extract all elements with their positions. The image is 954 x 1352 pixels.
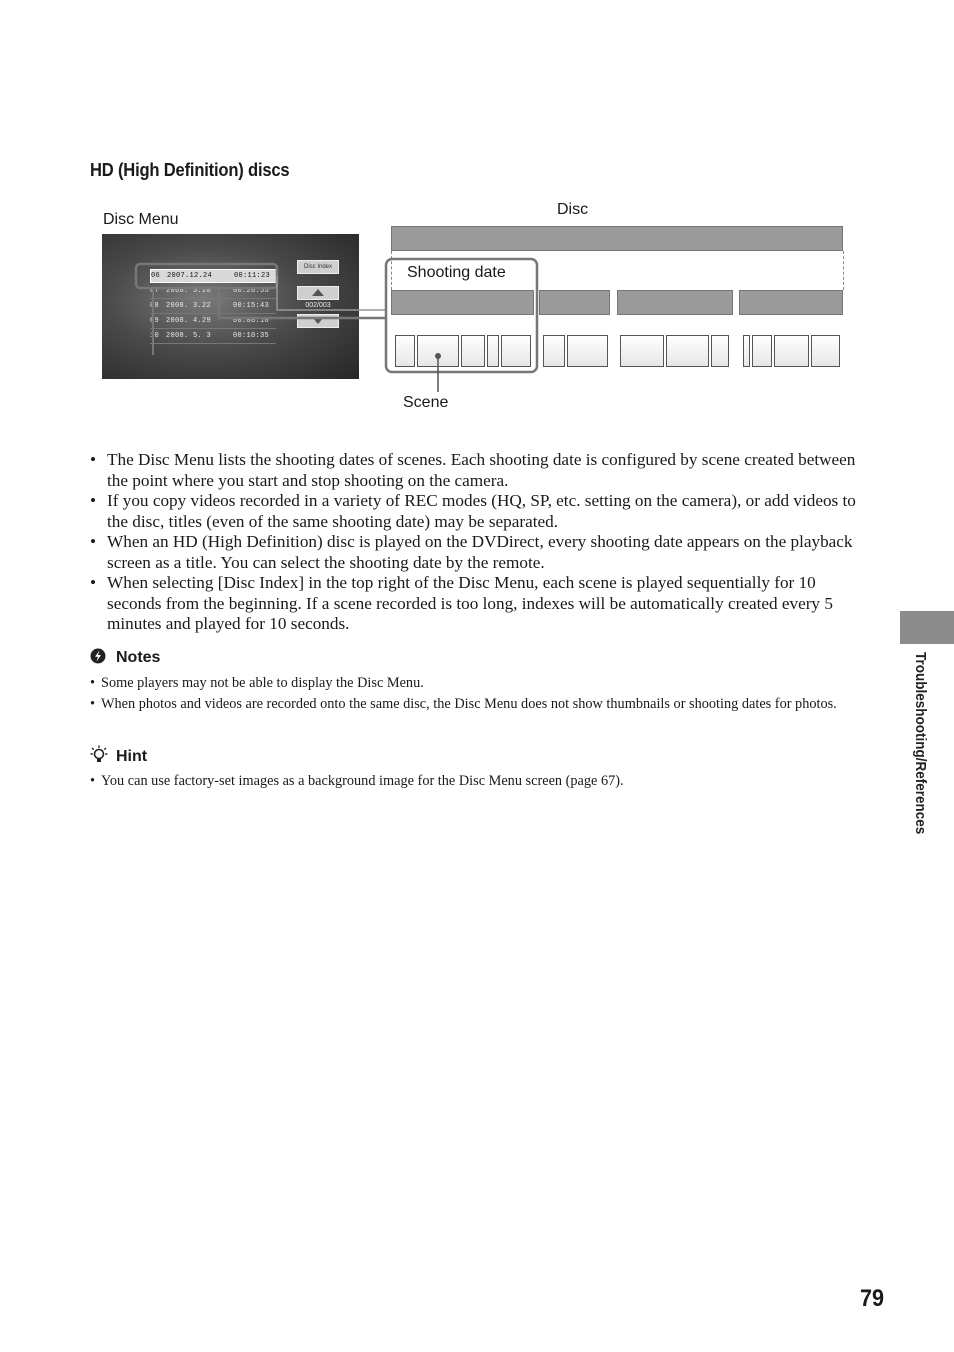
page-number: 79 bbox=[860, 1285, 885, 1312]
list-item: • You can use factory-set images as a background image for the Disc Menu screen (page 67). bbox=[90, 772, 860, 791]
page-counter: 002/003 bbox=[305, 302, 331, 309]
row-date: 2008. 5. 3 bbox=[166, 332, 212, 340]
list-item: • When selecting [Disc Index] in the top right of the Disc Menu, each scene is played sequentially for 10 seconds from the beginning. If a scene recorded is too long, indexes will be automatically created every 5 minutes and played for 10 seconds. bbox=[90, 573, 860, 635]
notes-header bbox=[90, 648, 160, 667]
bullet-list bbox=[90, 450, 860, 635]
notes-icon bbox=[90, 648, 106, 664]
notes-heading: Notes bbox=[116, 649, 161, 666]
disc-label: Disc bbox=[557, 201, 589, 218]
row-number: 08 bbox=[150, 302, 160, 310]
row-number: 06 bbox=[151, 272, 161, 280]
scene-label: Scene bbox=[403, 394, 449, 411]
row-date: 2008. 3.22 bbox=[166, 302, 212, 310]
lightbulb-icon bbox=[90, 745, 108, 765]
list-item: • Some players may not be able to display the Disc Menu. bbox=[90, 674, 860, 693]
row-number: 09 bbox=[150, 317, 160, 325]
row-time: 00:11:23 bbox=[234, 272, 271, 280]
hint-header bbox=[90, 745, 147, 766]
row-time: 00:08:10 bbox=[233, 317, 270, 325]
row-number: 10 bbox=[150, 332, 160, 340]
side-tab-label: Troubleshooting/References bbox=[912, 652, 929, 835]
section-heading: HD (High Definition) discs bbox=[90, 160, 290, 180]
row-time: 00:15:43 bbox=[233, 302, 270, 310]
list-item: • When photos and videos are recorded onto the same disc, the Disc Menu does not show thumbnails or shooting dates for photos. bbox=[90, 695, 860, 714]
row-date: 2007.12.24 bbox=[167, 272, 213, 280]
notes-list bbox=[90, 674, 860, 713]
row-date: 2008. 3.20 bbox=[166, 287, 212, 295]
row-number: 07 bbox=[150, 287, 160, 295]
list-item: • The Disc Menu lists the shooting dates of scenes. Each shooting date is configured by scene created between the point where you start and stop shooting on the camera. bbox=[90, 450, 860, 491]
disc-menu-label: Disc Menu bbox=[103, 211, 179, 228]
side-tab-marker bbox=[900, 611, 954, 644]
list-item: • When an HD (High Definition) disc is played on the DVDirect, every shooting date appears on the playback screen as a title. You can select the shooting date by the remote. bbox=[90, 532, 860, 573]
callout-lines bbox=[0, 0, 954, 420]
hint-list bbox=[90, 772, 860, 791]
row-time: 00:20:55 bbox=[233, 287, 270, 295]
list-item: • If you copy videos recorded in a variety of REC modes (HQ, SP, etc. setting on the camera), or add videos to the disc, titles (even of the same shooting date) may be separated. bbox=[90, 491, 860, 532]
row-time: 00:10:35 bbox=[233, 332, 270, 340]
hint-heading: Hint bbox=[116, 748, 148, 765]
row-date: 2008. 4.29 bbox=[166, 317, 212, 325]
shooting-date-label: Shooting date bbox=[407, 264, 506, 281]
disc-index-button[interactable]: Disc Index bbox=[297, 260, 339, 274]
